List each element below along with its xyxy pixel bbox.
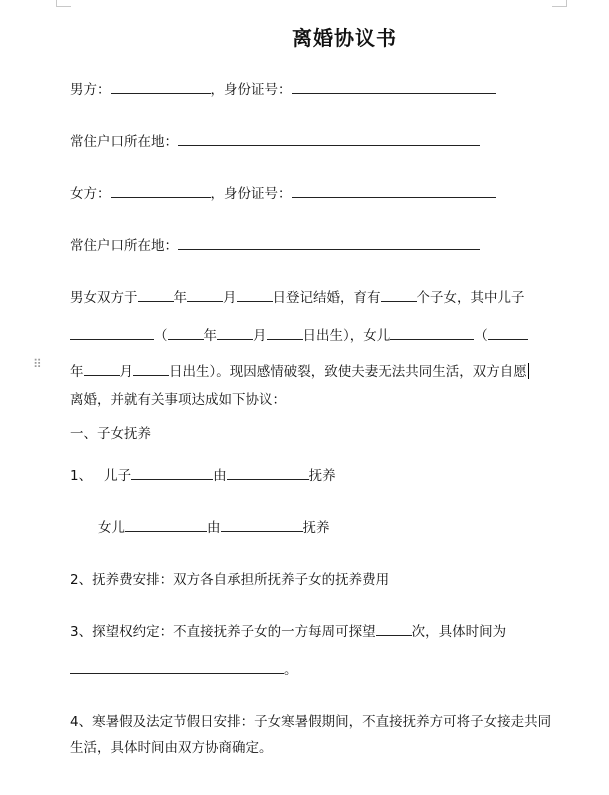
day-registered-text: 日登记结婚，育有 — [272, 290, 381, 306]
raise-label: 抚养 — [308, 468, 336, 484]
month-label: 月 — [223, 290, 237, 306]
daughter-label: 女儿 — [98, 520, 125, 536]
daughter-birth-year-blank[interactable] — [488, 327, 528, 340]
male-residence-label: 常住户口所在地： — [70, 134, 178, 150]
female-label: 女方： — [70, 186, 111, 202]
female-name-blank[interactable] — [111, 185, 211, 198]
female-id-blank[interactable] — [292, 185, 496, 198]
female-line — [70, 184, 496, 204]
paren-open: （ — [154, 328, 168, 344]
item-2-line: 2、抚养费安排：双方各自承担所抚养子女的抚养费用 — [70, 572, 390, 588]
son-custody-name-blank[interactable] — [131, 467, 213, 480]
marriage-month-blank[interactable] — [187, 289, 223, 302]
item-4-line-1: 4、寒暑假及法定节假日安排：子女寒暑假期间，不直接抚养方可将子女接走共同 — [70, 714, 552, 730]
male-name-blank[interactable] — [111, 81, 211, 94]
daughter-name-blank[interactable] — [390, 327, 474, 340]
son-born-text: 日出生），女儿 — [302, 328, 391, 344]
item-3-line-2 — [70, 660, 298, 680]
female-residence-blank[interactable] — [178, 237, 480, 250]
year-label: 年 — [173, 290, 187, 306]
period: 。 — [284, 662, 298, 678]
female-id-label: ，身份证号： — [210, 186, 292, 202]
page-corner-mark-left — [56, 0, 71, 7]
marriage-text: 男女双方于 — [70, 290, 138, 306]
by-label: 由 — [213, 468, 227, 484]
visit-times-blank[interactable] — [376, 623, 412, 636]
visitation-time-text: 次，具体时间为 — [411, 624, 507, 640]
drag-handle-icon[interactable]: ⠿ — [33, 357, 43, 371]
paren-open: （ — [474, 328, 488, 344]
marriage-year-blank[interactable] — [138, 289, 174, 302]
year-label: 年 — [70, 364, 84, 380]
male-residence-blank[interactable] — [178, 133, 480, 146]
marriage-para-line-2 — [70, 326, 528, 346]
marriage-para-line-3 — [70, 362, 529, 382]
male-residence-line — [70, 132, 480, 152]
son-birth-year-blank[interactable] — [168, 327, 204, 340]
item-3-line — [70, 622, 506, 642]
item-1-daughter-line — [98, 518, 330, 538]
marriage-para-line-4: 离婚，并就有关事项达成如下协议： — [70, 392, 286, 408]
document-title: 离婚协议书 — [292, 26, 397, 50]
month-label: 月 — [253, 328, 267, 344]
marriage-para-line-1 — [70, 288, 525, 308]
visitation-text: 3、探望权约定：不直接抚养子女的一方每周可探望 — [70, 624, 376, 640]
page-corner-mark-right — [552, 0, 567, 7]
marriage-day-blank[interactable] — [237, 289, 273, 302]
female-residence-label: 常住户口所在地： — [70, 238, 178, 254]
son-custodian-blank[interactable] — [227, 467, 309, 480]
children-count-blank[interactable] — [381, 289, 417, 302]
month-label: 月 — [119, 364, 133, 380]
item-number: 1、 — [70, 468, 93, 484]
male-id-blank[interactable] — [292, 81, 496, 94]
by-label: 由 — [207, 520, 221, 536]
year-label: 年 — [203, 328, 217, 344]
male-id-label: ，身份证号： — [210, 82, 292, 98]
son-birth-month-blank[interactable] — [217, 327, 253, 340]
visit-schedule-blank[interactable] — [70, 661, 284, 674]
daughter-birth-day-blank[interactable] — [133, 363, 169, 376]
daughter-birth-month-blank[interactable] — [84, 363, 120, 376]
male-line — [70, 80, 496, 100]
item-4-line-2: 生活，具体时间由双方协商确定。 — [70, 740, 273, 756]
text-cursor — [528, 363, 529, 379]
section-child-custody-heading: 一、子女抚养 — [70, 426, 151, 442]
female-residence-line — [70, 236, 480, 256]
male-label: 男方： — [70, 82, 111, 98]
daughter-custodian-blank[interactable] — [221, 519, 303, 532]
son-birth-day-blank[interactable] — [267, 327, 303, 340]
son-label: 儿子 — [104, 468, 132, 484]
daughter-custody-name-blank[interactable] — [125, 519, 207, 532]
children-text: 个子女，其中儿子 — [416, 290, 525, 306]
son-name-blank[interactable] — [70, 327, 154, 340]
item-1-son-line — [70, 466, 336, 486]
raise-label: 抚养 — [302, 520, 330, 536]
daughter-born-text: 日出生）。现因感情破裂，致使夫妻无法共同生活，双方自愿 — [169, 364, 527, 380]
